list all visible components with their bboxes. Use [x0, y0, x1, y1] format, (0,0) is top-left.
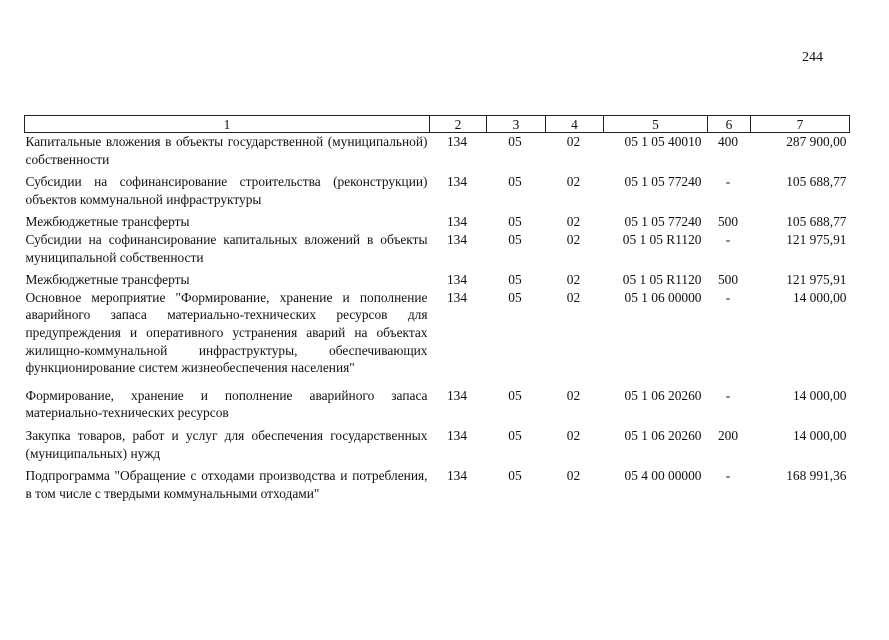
row-col7: 14 000,00 [792, 387, 847, 403]
table-row [25, 387, 850, 427]
column-header-2: 2 [430, 116, 487, 133]
row-col7: 168 991,36 [786, 468, 847, 484]
row-col7: 14 000,00 [792, 427, 847, 443]
row-col7: 105 688,77 [786, 214, 847, 230]
row-col5: 05 1 05 77240 [624, 174, 702, 190]
row-col5: 05 1 05 40010 [624, 134, 702, 149]
row-col3: 05 [508, 134, 522, 149]
row-name: Межбюджетные трансферты [25, 214, 190, 230]
row-col5: 05 1 05 R1120 [622, 231, 702, 247]
row-col6: 200 [717, 427, 739, 443]
row-col6: - [725, 231, 731, 247]
row-col6: 500 [717, 214, 739, 230]
table-row [25, 133, 850, 174]
column-header-7: 7 [751, 116, 850, 133]
row-col2: 134 [446, 272, 468, 288]
row-name: Капитальные вложения в объекты государственной (муниципальной) собственности [25, 134, 428, 167]
row-col3: 05 [508, 214, 522, 230]
row-col4: 02 [566, 387, 581, 403]
row-col5: 05 1 06 20260 [624, 427, 702, 443]
row-col7: 14 000,00 [792, 289, 847, 305]
row-name: Основное мероприятие "Формирование, хранение и пополнение аварийного запаса материально-технических ресурсов для предупреждения и оперативного устранения аварий на объектах жилищно-коммунальной инфраструктуры, обеспечивающих функционирование систем жизнеобеспечения населения" [25, 289, 428, 376]
row-col5: 05 1 05 R1120 [622, 272, 702, 288]
row-col4: 02 [566, 272, 581, 288]
row-col3: 05 [508, 427, 522, 443]
column-header-6: 6 [708, 116, 751, 133]
row-col4: 02 [566, 214, 581, 230]
row-col3: 05 [508, 289, 522, 305]
table-row [25, 173, 850, 213]
row-col5: 05 1 06 20260 [624, 387, 702, 403]
row-col6: - [725, 174, 731, 190]
table-row [25, 271, 850, 289]
table-row [25, 289, 850, 387]
row-col4: 02 [566, 289, 581, 305]
row-col3: 05 [508, 174, 522, 190]
row-col2: 134 [446, 468, 468, 484]
column-header-3: 3 [487, 116, 546, 133]
row-name: Формирование, хранение и пополнение аварийного запаса материально-технических ресурсов [25, 387, 428, 421]
row-col2: 134 [446, 289, 468, 305]
row-name: Закупка товаров, работ и услуг для обеспечения государственных (муниципальных) нужд [25, 427, 428, 461]
row-col3: 05 [508, 387, 522, 403]
row-col2: 134 [446, 427, 468, 443]
column-header-5: 5 [604, 116, 708, 133]
column-header-4: 4 [546, 116, 604, 133]
row-col6: - [725, 387, 731, 403]
row-col5: 05 1 05 77240 [624, 214, 702, 230]
row-col7: 287 900,00 [786, 134, 847, 149]
row-col6: 500 [717, 272, 739, 288]
row-name: Субсидии на софинансирование строительства (реконструкции) объектов коммунальной инфраструктуры [25, 174, 428, 207]
row-col6: - [725, 289, 731, 305]
column-header-1: 1 [25, 116, 430, 133]
row-col3: 05 [508, 468, 522, 484]
row-col3: 05 [508, 272, 522, 288]
row-col2: 134 [446, 214, 468, 230]
row-col5: 05 4 00 00000 [624, 468, 702, 484]
row-col2: 134 [446, 231, 468, 247]
row-name: Подпрограмма "Обращение с отходами производства и потребления, в том числе с твердыми коммунальными отходами" [25, 468, 428, 501]
row-col2: 134 [446, 387, 468, 403]
table-row [25, 213, 850, 231]
row-col7: 121 975,91 [786, 231, 847, 247]
row-col6: 400 [717, 134, 739, 149]
row-col4: 02 [566, 468, 581, 484]
row-col7: 105 688,77 [786, 174, 847, 190]
row-col3: 05 [508, 231, 522, 247]
row-col4: 02 [566, 134, 581, 149]
table-header-row [25, 116, 850, 133]
table-row [25, 467, 850, 502]
row-col7: 121 975,91 [786, 272, 847, 288]
row-name: Субсидии на софинансирование капитальных вложений в объекты муниципальной собственности [25, 231, 428, 265]
table-row [25, 427, 850, 467]
row-name: Межбюджетные трансферты [25, 272, 190, 288]
row-col4: 02 [566, 174, 581, 190]
row-col2: 134 [446, 174, 468, 190]
row-col2: 134 [446, 134, 468, 149]
row-col4: 02 [566, 427, 581, 443]
table-row [25, 231, 850, 271]
row-col4: 02 [566, 231, 581, 247]
row-col6: - [725, 468, 731, 484]
page-number: 244 [802, 50, 823, 65]
row-col5: 05 1 06 00000 [624, 289, 702, 305]
budget-table [24, 115, 850, 502]
